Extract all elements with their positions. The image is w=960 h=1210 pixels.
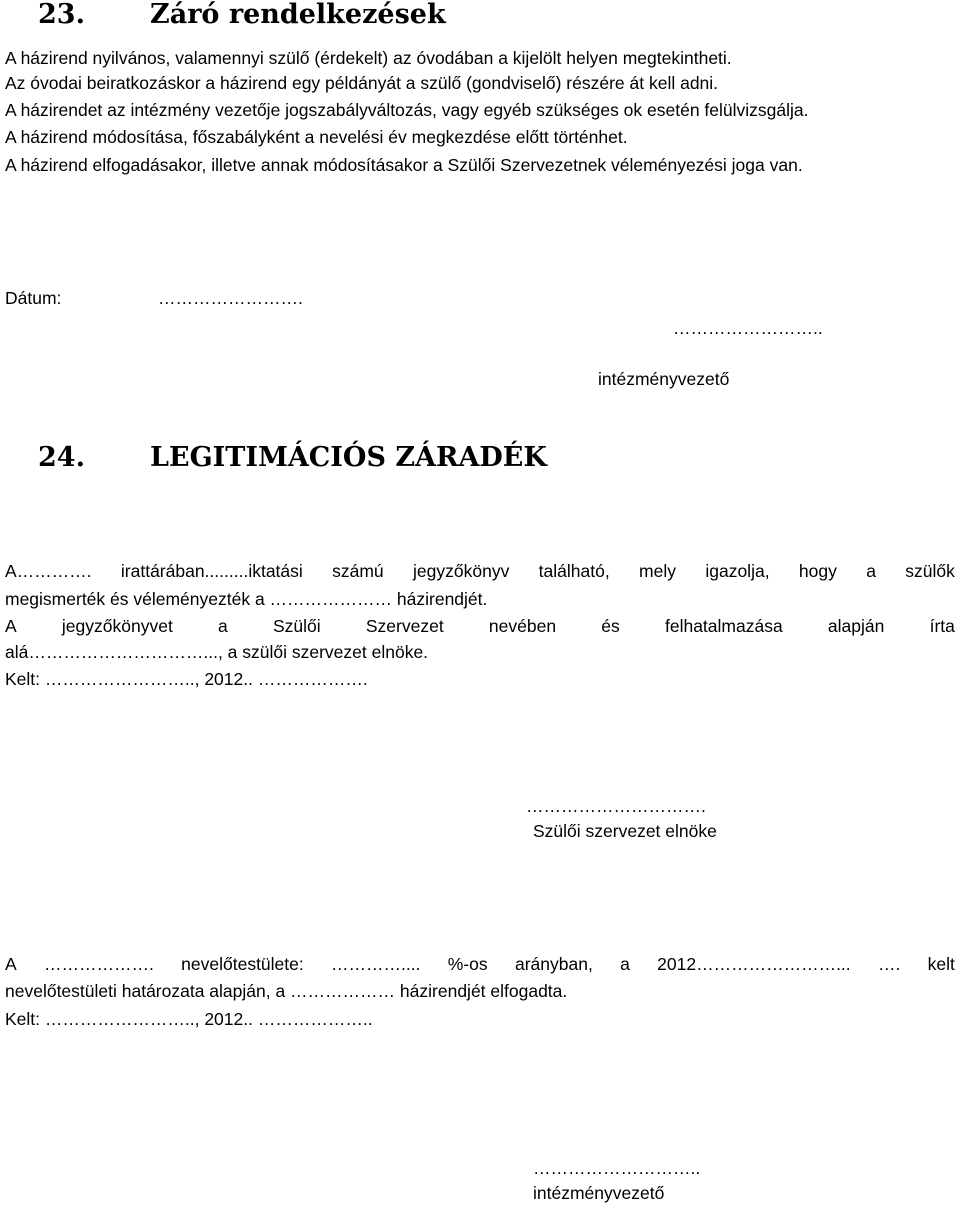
clause-word: kelt [927, 954, 955, 974]
clause-word: hogy [798, 561, 837, 581]
date-label: Dátum: [5, 288, 62, 308]
section-24-title: LEGITIMÁCIÓS ZÁRADÉK [150, 442, 547, 473]
clause-word: igazolja, [705, 561, 770, 581]
clause-word: mely [639, 561, 676, 581]
clause-word: jegyzőkönyv [413, 561, 510, 581]
clause-line: megismerték és véleményezték a ………………… házirendjét. [5, 589, 488, 609]
signature-label: intézményvezető [598, 369, 730, 389]
clause-word: jegyzőkönyvet [61, 616, 173, 636]
clause-word: ………….... [331, 954, 421, 974]
clause-word: …. [877, 954, 901, 974]
kelt-line: Kelt: …………………….., 2012.. ………………. [5, 669, 368, 689]
signature-dots: …………………….. [673, 318, 823, 338]
clause-word: A…………. [5, 561, 92, 581]
clause-word: nevében [488, 616, 557, 636]
clause-word: a [218, 616, 228, 636]
clause-word: irattárában.........iktatási [120, 561, 303, 581]
clause-line: nevelőtestületi határozata alapján, a ……………… házirendjét elfogadta. [5, 981, 568, 1001]
clause-word: alapján [827, 616, 885, 636]
section-23-title: Záró rendelkezések [150, 0, 446, 30]
clause-word: Szülői [272, 616, 321, 636]
section-24-number: 24. [38, 442, 85, 473]
clause-word: Szervezet [365, 616, 444, 636]
head-signature-dots: ……………………….. [533, 1158, 701, 1178]
section-24-heading [38, 444, 547, 471]
clause-line: alá…………………………..., a szülői szervezet elnöke. [5, 642, 429, 662]
clause-word: szülők [905, 561, 955, 581]
kelt-line: Kelt: …………………….., 2012.. ……………….. [5, 1009, 373, 1029]
clause-word: nevelőtestülete: [181, 954, 304, 974]
clause-word: A [5, 954, 17, 974]
clause-line [5, 563, 955, 581]
clause-line [5, 956, 955, 974]
clause-word: %-os [447, 954, 488, 974]
clause-word: a [620, 954, 630, 974]
clause-word: 2012……………………... [657, 954, 851, 974]
paragraph-line: A házirend nyilvános, valamennyi szülő (érdekelt) az óvodában a kijelölt helyen megtekintheti. [5, 48, 732, 68]
clause-word: írta [929, 616, 955, 636]
paragraph-line: A házirend elfogadásakor, illetve annak módosításakor a Szülői Szervezetnek véleményezési joga van. [5, 155, 803, 175]
clause-word: ………………. [43, 954, 154, 974]
section-23-heading [38, 1, 446, 28]
parent-signature-label: Szülői szervezet elnöke [533, 821, 717, 841]
paragraph-line: A házirend módosítása, főszabályként a nevelési év megkezdése előtt történhet. [5, 127, 628, 147]
clause-word: A [5, 616, 17, 636]
clause-word: arányban, [514, 954, 593, 974]
clause-word: a [866, 561, 876, 581]
paragraph-line: A házirendet az intézmény vezetője jogszabályváltozás, vagy egyéb szükséges ok esetén felülvizsgálja. [5, 100, 809, 120]
clause-word: számú [332, 561, 384, 581]
head-signature-label: intézményvezető [533, 1183, 665, 1203]
clause-word: és [601, 616, 620, 636]
parent-signature-dots: …………………………. [526, 796, 706, 816]
clause-line [5, 618, 955, 636]
clause-word: található, [538, 561, 610, 581]
paragraph-line: Az óvodai beiratkozáskor a házirend egy példányát a szülő (gondviselő) részére át kell adni. [5, 73, 719, 93]
date-dots: ……………………. [158, 288, 303, 308]
clause-word: felhatalmazása [664, 616, 783, 636]
section-23-number: 23. [38, 0, 85, 30]
